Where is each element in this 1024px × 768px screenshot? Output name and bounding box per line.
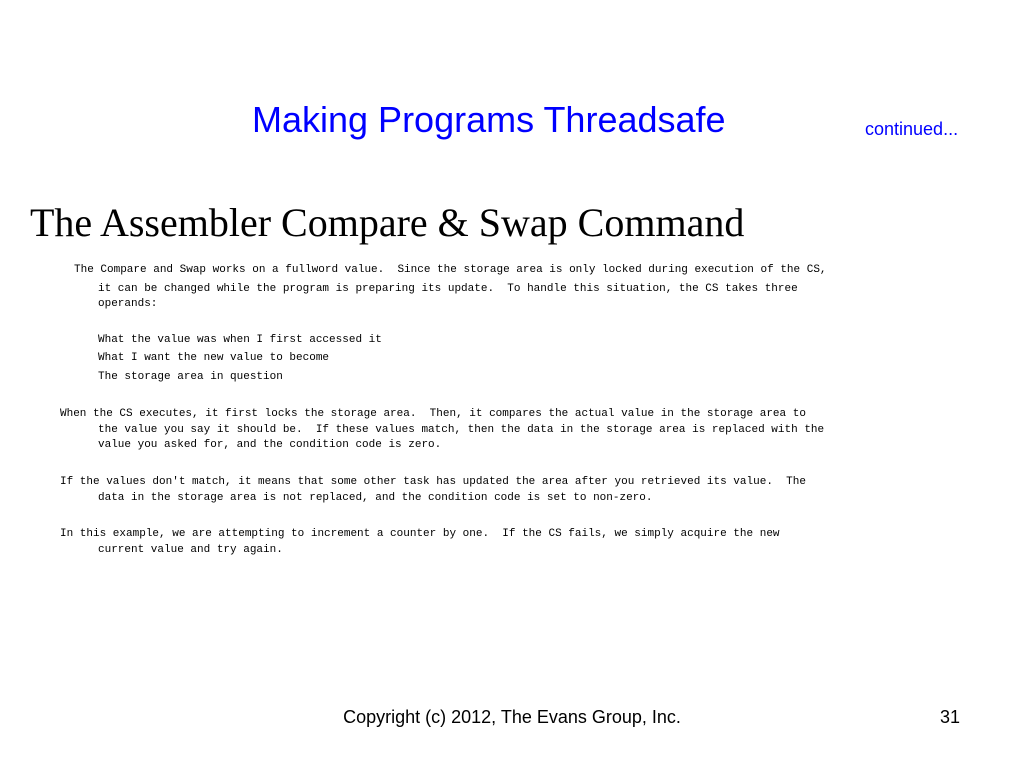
continued-label: continued... [865, 119, 959, 139]
paragraph-line: When the CS executes, it first locks the storage area. Then, it compares the actual value in the storage area to [60, 408, 806, 420]
paragraph-line: the value you say it should be. If these values match, then the data in the storage area is replaced with the [98, 423, 825, 436]
paragraph-line: data in the storage area is not replaced, and the condition code is set to non-zero. [98, 491, 653, 504]
paragraph-line: In this example, we are attempting to increment a counter by one. If the CS fails, we simply acquire the new [60, 528, 780, 540]
paragraph-line: If the values don't match, it means that some other task has updated the area after you retrieved its value. The [60, 476, 806, 488]
body-paragraph [60, 407, 824, 454]
intro-paragraph [74, 263, 827, 313]
operand-item: What the value was when I first accessed it [98, 334, 382, 346]
intro-line: The Compare and Swap works on a fullword value. Since the storage area is only locked during execution of the CS, [74, 264, 827, 276]
page-number: 31 [940, 707, 961, 727]
slide-title: Making Programs Threadsafe [252, 99, 726, 140]
paragraph-line: value you asked for, and the condition code is zero. [98, 439, 442, 451]
operand-item: What I want the new value to become [98, 352, 330, 364]
operand-item: The storage area in question [98, 371, 283, 383]
paragraph-line: current value and try again. [98, 543, 283, 556]
intro-line: it can be changed while the program is preparing its update. To handle this situation, the CS takes three [98, 282, 798, 295]
body-paragraph [60, 475, 806, 506]
section-heading: The Assembler Compare & Swap Command [30, 200, 745, 245]
body-paragraph [60, 527, 780, 558]
copyright-footer: Copyright (c) 2012, The Evans Group, Inc. [343, 707, 681, 727]
intro-line: operands: [98, 298, 158, 310]
